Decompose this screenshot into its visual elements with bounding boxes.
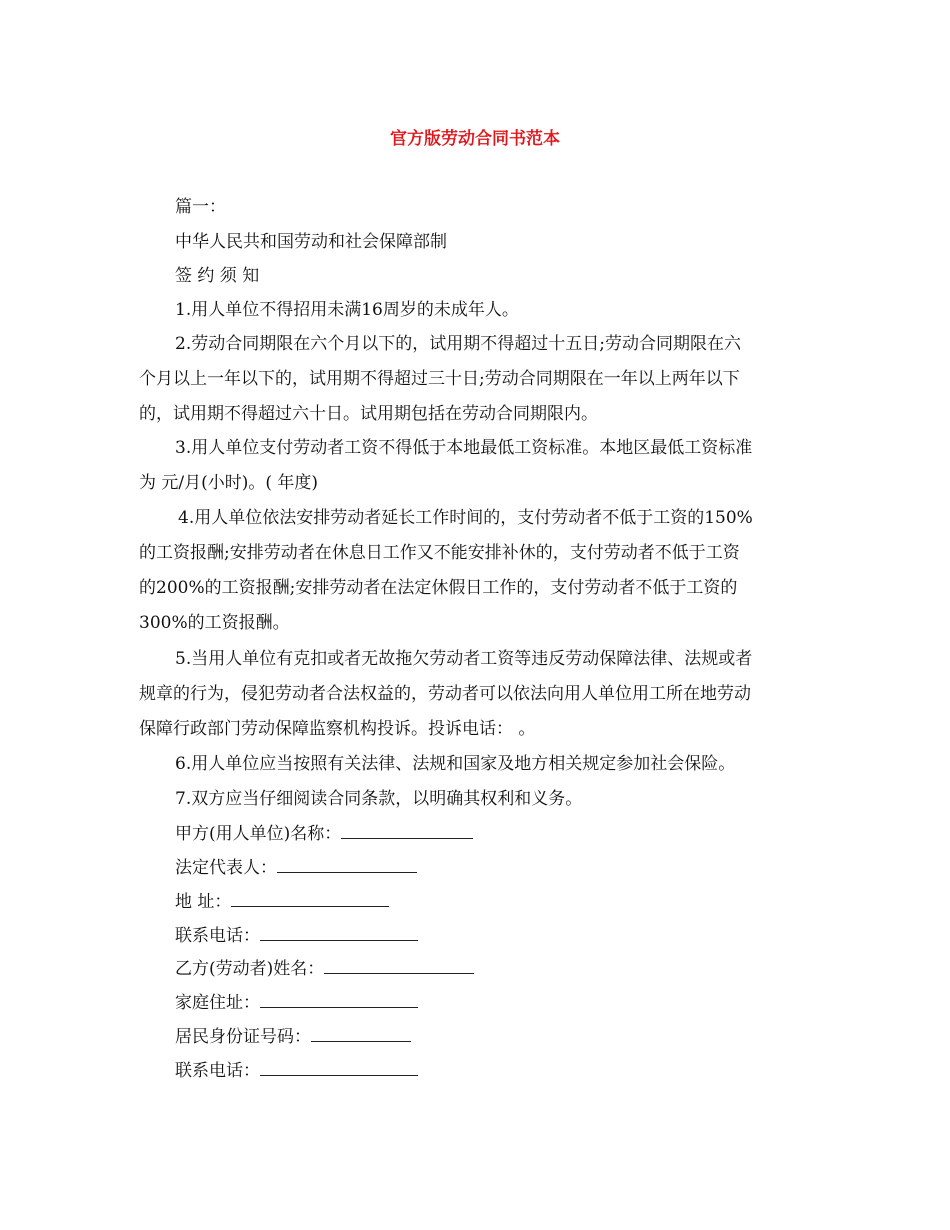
document-title: 官方版劳动合同书范本 bbox=[390, 129, 560, 149]
ministry-line: 中华人民共和国劳动和社会保障部制 bbox=[175, 232, 447, 252]
party-a-name-field bbox=[175, 823, 855, 845]
item-4-line-3: 的200%的工资报酬;安排劳动者在法定休假日工作的，支付劳动者不低于工资的 bbox=[139, 578, 738, 598]
item-3-line-2: 为 元/月(小时)。( 年度) bbox=[139, 473, 319, 493]
item-5-line-1: 5.当用人单位有克扣或者无故拖欠劳动者工资等违反劳动保障法律、法规或者 bbox=[175, 649, 753, 669]
legal-representative-field bbox=[175, 857, 855, 879]
party-b-phone-blank[interactable] bbox=[260, 1061, 418, 1076]
item-7: 7.双方应当仔细阅读合同条款，以明确其权利和义务。 bbox=[175, 789, 583, 809]
item-4-line-2: 的工资报酬;安排劳动者在休息日工作又不能安排补休的，支付劳动者不低于工资 bbox=[139, 543, 740, 563]
party-a-address-blank[interactable] bbox=[231, 892, 389, 907]
legal-representative-blank[interactable] bbox=[277, 858, 417, 873]
item-5-line-3: 保障行政部门劳动保障监察机构投诉。投诉电话： 。 bbox=[139, 719, 536, 739]
party-a-phone-label: 联系电话： bbox=[175, 926, 260, 946]
party-a-name-blank[interactable] bbox=[341, 824, 473, 839]
party-b-home-label: 家庭住址： bbox=[175, 993, 260, 1013]
party-b-home-field bbox=[175, 992, 855, 1014]
party-b-phone-field bbox=[175, 1060, 855, 1082]
party-a-name-label: 甲方(用人单位)名称： bbox=[175, 824, 342, 844]
party-b-name-blank[interactable] bbox=[324, 959, 474, 974]
part-label: 篇一： bbox=[175, 197, 226, 217]
party-a-address-field bbox=[175, 891, 855, 913]
item-5-line-2: 规章的行为，侵犯劳动者合法权益的，劳动者可以依法向用人单位用工所在地劳动 bbox=[139, 684, 751, 704]
item-2-line-1: 2.劳动合同期限在六个月以下的，试用期不得超过十五日;劳动合同期限在六 bbox=[175, 334, 741, 354]
party-b-phone-label: 联系电话： bbox=[175, 1061, 260, 1081]
notice-heading: 签 约 须 知 bbox=[175, 266, 260, 286]
party-b-name-label: 乙方(劳动者)姓名： bbox=[175, 959, 325, 979]
item-4-line-4: 300%的工资报酬。 bbox=[139, 613, 290, 633]
item-3-line-1: 3.用人单位支付劳动者工资不得低于本地最低工资标准。本地区最低工资标准 bbox=[175, 438, 753, 458]
item-4-line-1: 4.用人单位依法安排劳动者延长工作时间的，支付劳动者不低于工资的150% bbox=[178, 508, 753, 528]
party-b-id-field bbox=[175, 1026, 855, 1048]
party-b-id-blank[interactable] bbox=[311, 1027, 411, 1042]
legal-representative-label: 法定代表人： bbox=[175, 858, 277, 878]
item-6: 6.用人单位应当按照有关法律、法规和国家及地方相关规定参加社会保险。 bbox=[175, 754, 736, 774]
party-a-phone-blank[interactable] bbox=[260, 926, 418, 941]
item-1: 1.用人单位不得招用未满16周岁的未成年人。 bbox=[175, 300, 519, 320]
item-2-line-2: 个月以上一年以下的，试用期不得超过三十日;劳动合同期限在一年以上两年以下 bbox=[139, 369, 740, 389]
item-2-line-3: 的，试用期不得超过六十日。试用期包括在劳动合同期限内。 bbox=[139, 404, 598, 424]
party-b-name-field bbox=[175, 958, 855, 980]
party-a-address-label: 地 址： bbox=[175, 892, 232, 912]
party-b-id-label: 居民身份证号码： bbox=[175, 1027, 311, 1047]
party-a-phone-field bbox=[175, 925, 855, 947]
party-b-home-blank[interactable] bbox=[260, 993, 418, 1008]
